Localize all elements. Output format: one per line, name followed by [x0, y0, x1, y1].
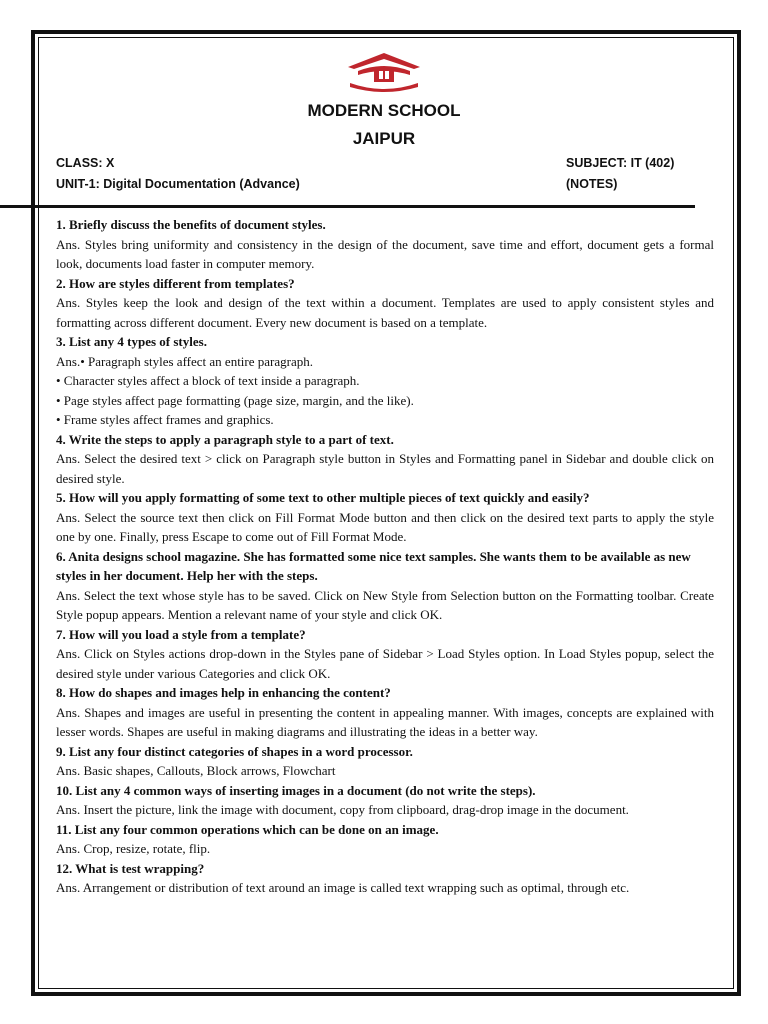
answer-6: Ans. Select the text whose style has to be saved. Click on New Style from Selection button on the Formatting toolbar. Create Style popup appears. Mention a relevant name of your style and click OK.: [56, 587, 714, 622]
answer-2: Ans. Styles keep the look and design of the text within a document. Templates are used to apply consistent styles and formatting across different document. Every new document is based on a template.: [56, 295, 714, 330]
answer-8: Ans. Shapes and images are useful in presenting the content in appealing manner. With images, concepts are explained with lesser words. Shapes are useful in making diagrams and illustrating the ideas in a better way.: [56, 704, 714, 739]
school-name: MODERN SCHOOL: [307, 101, 461, 120]
question-7: 7. How will you load a style from a template?: [56, 626, 306, 642]
unit-label: UNIT-1: Digital Documentation (Advance): [56, 177, 300, 191]
answer-12: Ans. Arrangement or distribution of text around an image is called text wrapping such as optimal, through etc.: [56, 880, 630, 895]
answer-3-line-4: • Frame styles affect frames and graphics.: [56, 412, 274, 427]
question-10: 10. List any 4 common ways of inserting images in a document (do not write the steps).: [56, 782, 536, 798]
question-11: 11. List any four common operations which can be done on an image.: [56, 821, 439, 837]
answer-5: Ans. Select the source text then click on Fill Format Mode button and then click on the desired text parts to apply the style one by one. Finally, press Escape to come out of Fill Format Mode.: [56, 509, 714, 544]
question-2: 2. How are styles different from templates?: [56, 275, 295, 291]
header-divider: [0, 205, 695, 208]
answer-3-line-1: Ans.• Paragraph styles affect an entire paragraph.: [56, 353, 313, 369]
class-label: CLASS: X: [56, 156, 115, 170]
question-8: 8. How do shapes and images help in enhancing the content?: [56, 685, 391, 700]
subject-label: SUBJECT: IT (402): [566, 156, 675, 170]
question-4: 4. Write the steps to apply a paragraph style to a part of text.: [56, 431, 394, 447]
question-3: 3. List any 4 types of styles.: [56, 334, 207, 349]
question-9: 9. List any four distinct categories of shapes in a word processor.: [56, 743, 413, 759]
answer-9: Ans. Basic shapes, Callouts, Block arrows, Flowchart: [56, 763, 336, 778]
notes-label: (NOTES): [566, 177, 618, 191]
question-6: 6. Anita designs school magazine. She has formatted some nice text samples. She wants them to be available as new styles in her document. Help her with the steps.: [56, 548, 691, 583]
question-1: 1. Briefly discuss the benefits of document styles.: [56, 217, 326, 232]
answer-4: Ans. Select the desired text > click on Paragraph style button in Styles and Formatting panel in Sidebar and double click on desired style.: [56, 451, 714, 486]
answer-1: Ans. Styles bring uniformity and consistency in the design of the document, save time and effort, document gets a formal look, documents load faster in computer memory.: [56, 236, 714, 271]
question-5: 5. How will you apply formatting of some text to other multiple pieces of text quickly and easily?: [56, 490, 590, 505]
answer-7: Ans. Click on Styles actions drop-down in the Styles pane of Sidebar > Load Styles option. In Load Styles popup, select the desired style under various Categories and click OK.: [56, 646, 714, 681]
qa-content: [56, 215, 714, 898]
answer-3-line-3: • Page styles affect page formatting (page size, margin, and the like).: [56, 392, 414, 408]
answer-3-line-2: • Character styles affect a block of text inside a paragraph.: [56, 373, 360, 388]
answer-10: Ans. Insert the picture, link the image with document, copy from clipboard, drag-drop image in the document.: [56, 802, 629, 817]
school-city: JAIPUR: [352, 129, 416, 148]
school-logo-icon: [344, 51, 424, 97]
question-12: 12. What is test wrapping?: [56, 860, 205, 876]
answer-11: Ans. Crop, resize, rotate, flip.: [56, 841, 211, 856]
